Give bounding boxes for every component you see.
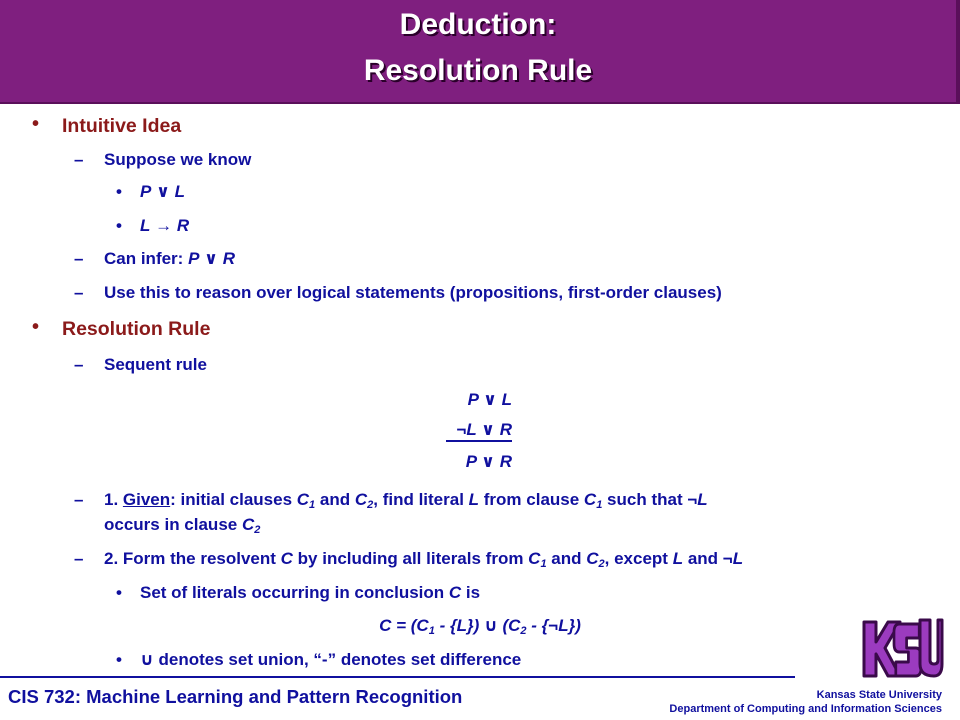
sequent-premise-1: P ∨ L [467, 390, 512, 409]
text-sequent-rule: Sequent rule [104, 355, 207, 374]
sequent-divider [446, 440, 512, 442]
university-name: Kansas State University [816, 689, 942, 701]
course-title: CIS 732: Machine Learning and Pattern Recognition [8, 686, 463, 707]
heading-resolution-rule: Resolution Rule [62, 318, 211, 340]
footer-divider [0, 676, 795, 678]
sub-bullet-marker: • [116, 182, 122, 201]
bullet-marker: • [32, 316, 40, 338]
sub-bullet-marker: • [116, 583, 122, 602]
sequent-conclusion: P ∨ R [465, 452, 512, 471]
dash-marker: – [74, 490, 84, 509]
step-1-line-1: 1. Given: initial clauses $C_1$ and $C_2$, find literal L from clause $C_1$ such that ¬L [104, 490, 708, 511]
sub-bullet-marker: • [116, 650, 122, 669]
bullet-marker: • [32, 113, 40, 135]
fact-p-or-l: P ∨ L [140, 182, 186, 201]
dash-marker: – [74, 249, 84, 268]
text-set-of-literals: Set of literals occurring in conclusion C is [140, 583, 481, 602]
dash-marker: – [74, 150, 84, 169]
step-2: 2. Form the resolvent C by including all literals from $C_1$ and $C_2$, except L and ¬L [104, 549, 744, 570]
resolvent-formula: $C = (C_1 - \{L\})$ ∪ ($C_2$ - {¬L}) [379, 616, 581, 637]
text-use-this: Use this to reason over logical statements (propositions, first-order clauses) [104, 283, 722, 302]
text-set-notation: ∪ denotes set union, “-” denotes set difference [140, 650, 522, 669]
ksu-logo [860, 618, 946, 686]
dash-marker: – [74, 549, 84, 568]
fact-l-implies-r: L → R [140, 216, 190, 235]
department-name: Department of Computing and Information Sciences [669, 703, 942, 715]
step-1-line-2: occurs in clause $C_2$ [104, 515, 261, 536]
sub-bullet-marker: • [116, 216, 122, 235]
dash-marker: – [74, 355, 84, 374]
title-banner [0, 0, 960, 102]
footer-affiliation [669, 688, 942, 716]
heading-intuitive-idea: Intuitive Idea [62, 115, 182, 137]
slide-title-line2: Resolution Rule [363, 54, 593, 87]
dash-marker: – [74, 283, 84, 302]
text-can-infer: Can infer: P ∨ R [104, 249, 235, 268]
slide-title-line1: Deduction: [399, 8, 557, 41]
sequent-premise-2: ¬L ∨ R [456, 420, 512, 439]
text-suppose: Suppose we know [104, 150, 252, 169]
